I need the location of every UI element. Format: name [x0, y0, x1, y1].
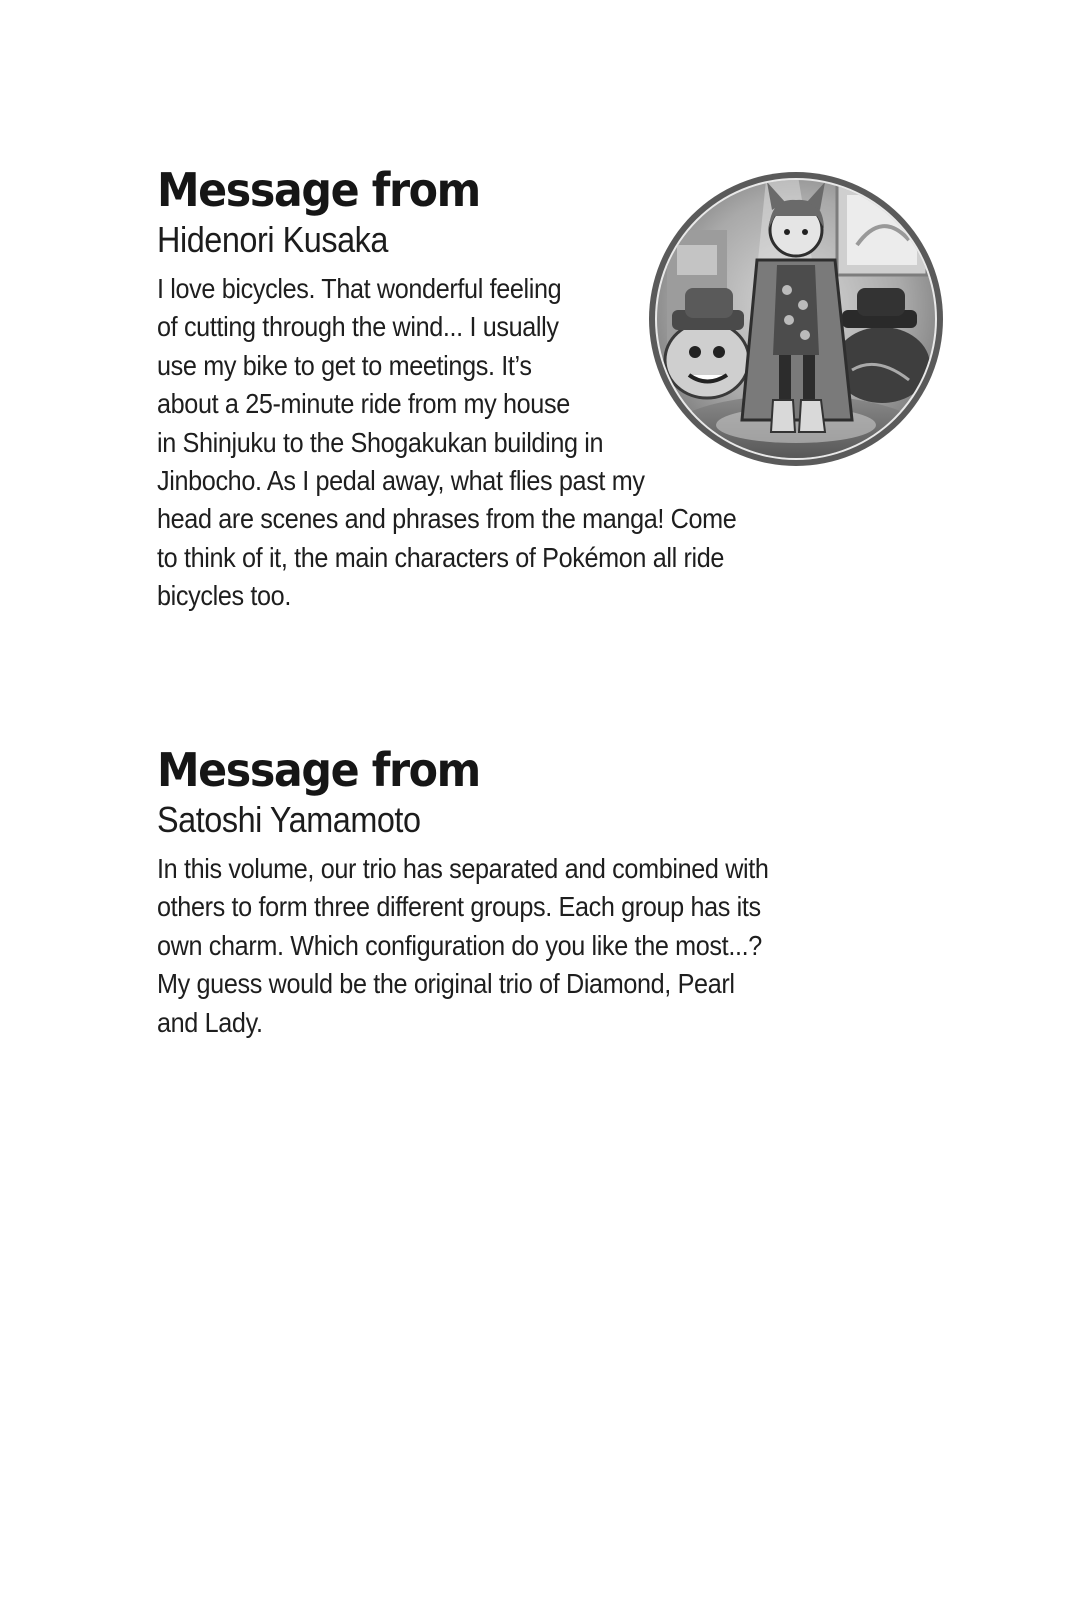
body-line: of cutting through the wind... I usually [157, 311, 559, 343]
body-line: head are scenes and phrases from the manga! Come [157, 503, 737, 535]
section-heading: Message from [157, 163, 480, 217]
message-body [157, 850, 857, 1042]
message-section-yamamoto [157, 742, 857, 1042]
body-line: about a 25-minute ride from my house [157, 388, 570, 420]
body-line: and Lady. [157, 1006, 263, 1038]
body-line: own charm. Which configuration do you like the most...? [157, 929, 762, 961]
author-name: Hidenori Kusaka [157, 219, 388, 260]
body-line: to think of it, the main characters of Pokémon all ride [157, 541, 725, 573]
body-line: My guess would be the original trio of Diamond, Pearl [157, 968, 735, 1000]
body-line: Jinbocho. As I pedal away, what flies past my [157, 465, 645, 497]
character-illustration [647, 170, 945, 468]
body-line: use my bike to get to meetings. It’s [157, 349, 532, 381]
body-line: in Shinjuku to the Shogakukan building in [157, 426, 604, 458]
body-line: bicycles too. [157, 580, 291, 612]
body-line: In this volume, our trio has separated and combined with [157, 853, 769, 884]
body-line: others to form three different groups. Each group has its [157, 891, 761, 923]
section-heading: Message from [157, 743, 480, 797]
body-line: I love bicycles. That wonderful feeling [157, 273, 562, 304]
author-name: Satoshi Yamamoto [157, 799, 421, 840]
